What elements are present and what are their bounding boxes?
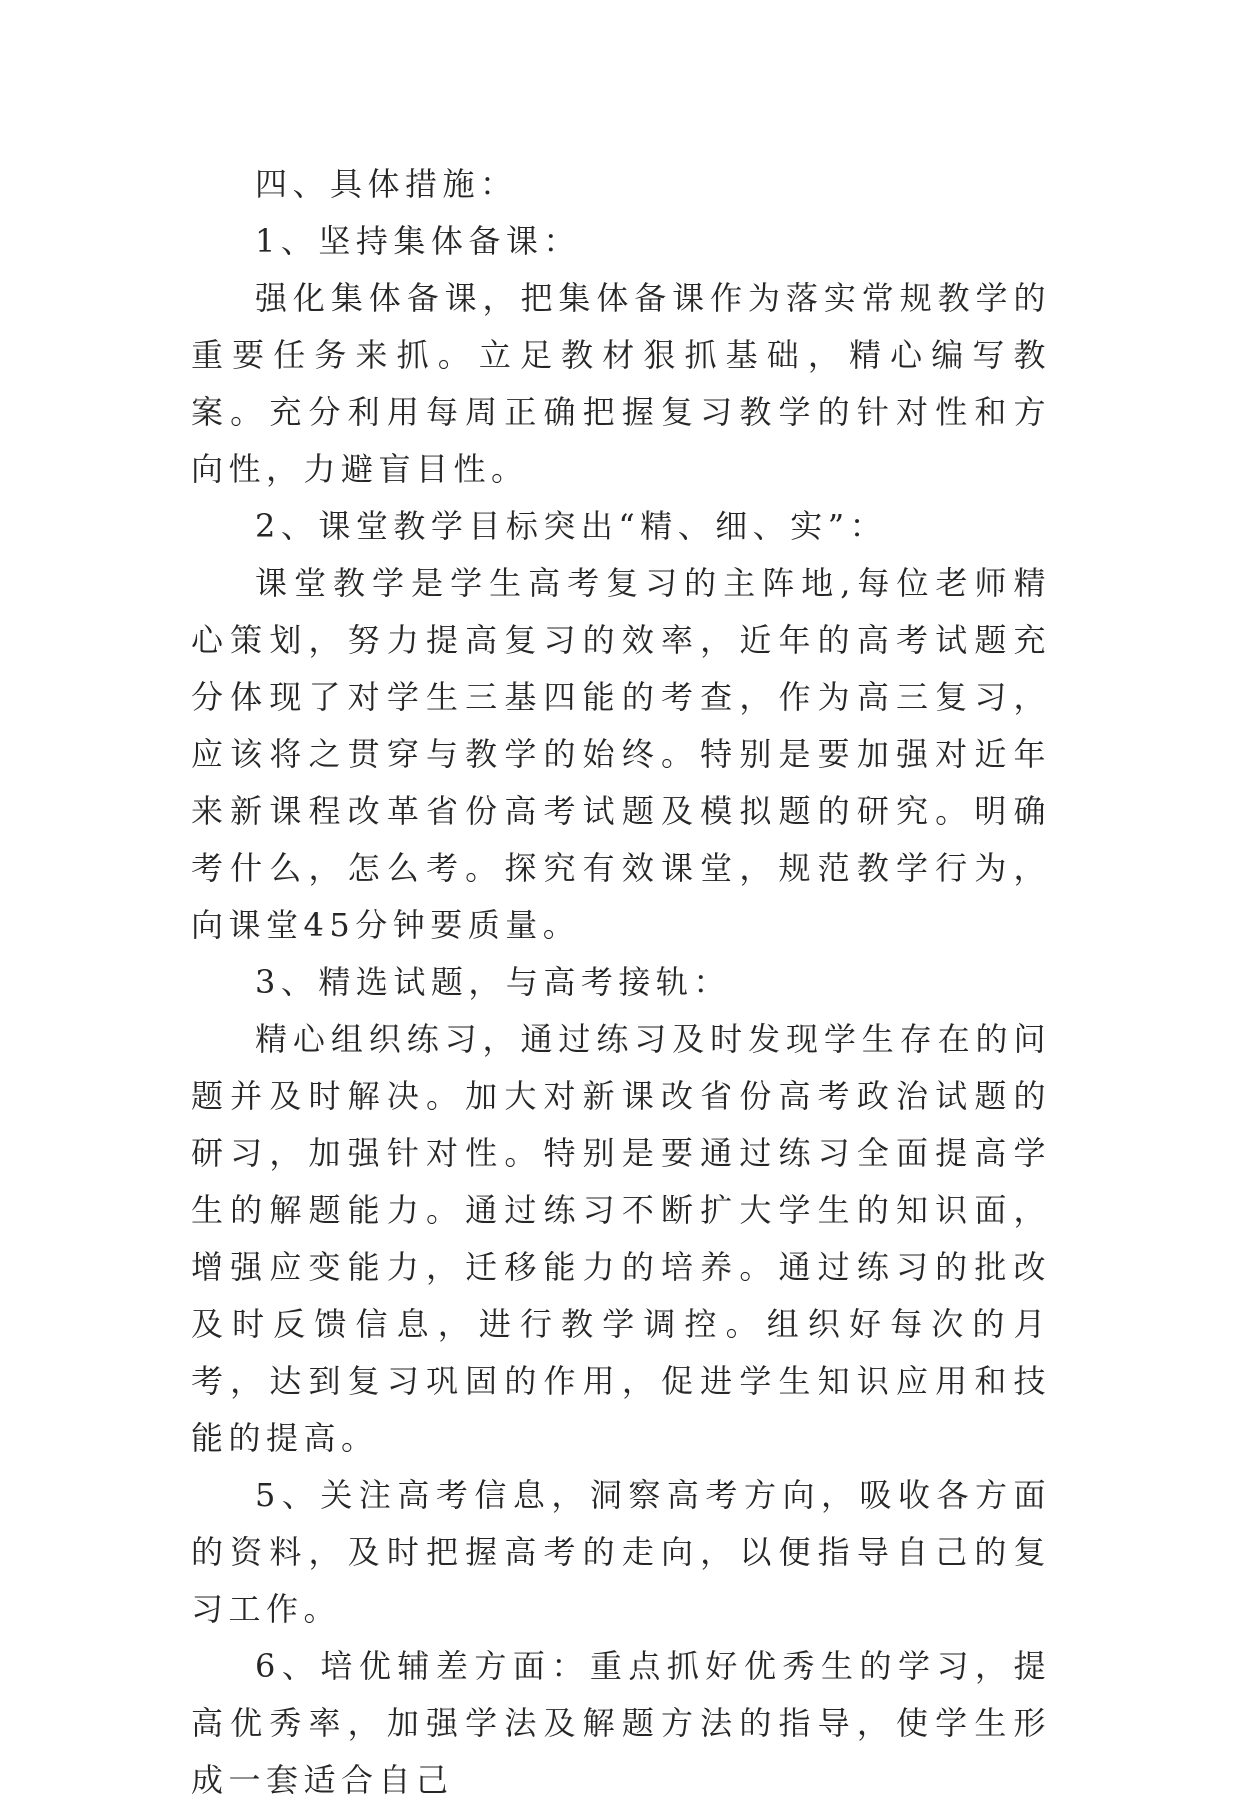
- paragraph-classroom-goals: 课堂教学是学生高考复习的主阵地,每位老师精心策划，努力提高复习的效率，近年的高考试题充分体现了对学生三基四能的考查，作为高三复习，应该将之贯穿与教学的始终。特别是要加强对近年来新课程改革省份高考试题及模拟题的研究。明确考什么，怎么考。探究有效课堂，规范教学行为，向课堂45分钟要质量。: [191, 564, 1051, 944]
- paragraph-collective-lesson-prep: 强化集体备课，把集体备课作为落实常规教学的重要任务来抓。立足教材狠抓基础，精心编写教案。充分利用每周正确把握复习教学的针对性和方向性，力避盲目性。: [191, 279, 1051, 488]
- paragraph-tutoring: 6、培优辅差方面：重点抓好优秀生的学习，提高优秀率，加强学法及解题方法的指导，使学生形成一套适合自己: [191, 1647, 1051, 1799]
- subheading-collective-lesson-prep: 1、坚持集体备课：: [255, 222, 581, 260]
- subheading-select-questions: 3、精选试题，与高考接轨：: [255, 963, 731, 1001]
- paragraph-exam-information: 5、关注高考信息，洞察高考方向，吸收各方面的资料，及时把握高考的走向，以便指导自己的复习工作。: [191, 1476, 1051, 1628]
- subheading-classroom-goals: 2、课堂教学目标突出“精、细、实”：: [255, 507, 888, 545]
- section-heading: 四、具体措施：: [255, 165, 518, 203]
- document-body: [191, 156, 1051, 1809]
- paragraph-select-questions: 精心组织练习，通过练习及时发现学生存在的问题并及时解决。加大对新课改省份高考政治试题的研习，加强针对性。特别是要通过练习全面提高学生的解题能力。通过练习不断扩大学生的知识面，增强应变能力，迁移能力的培养。通过练习的批改及时反馈信息，进行教学调控。组织好每次的月考，达到复习巩固的作用，促进学生知识应用和技能的提高。: [191, 1020, 1051, 1457]
